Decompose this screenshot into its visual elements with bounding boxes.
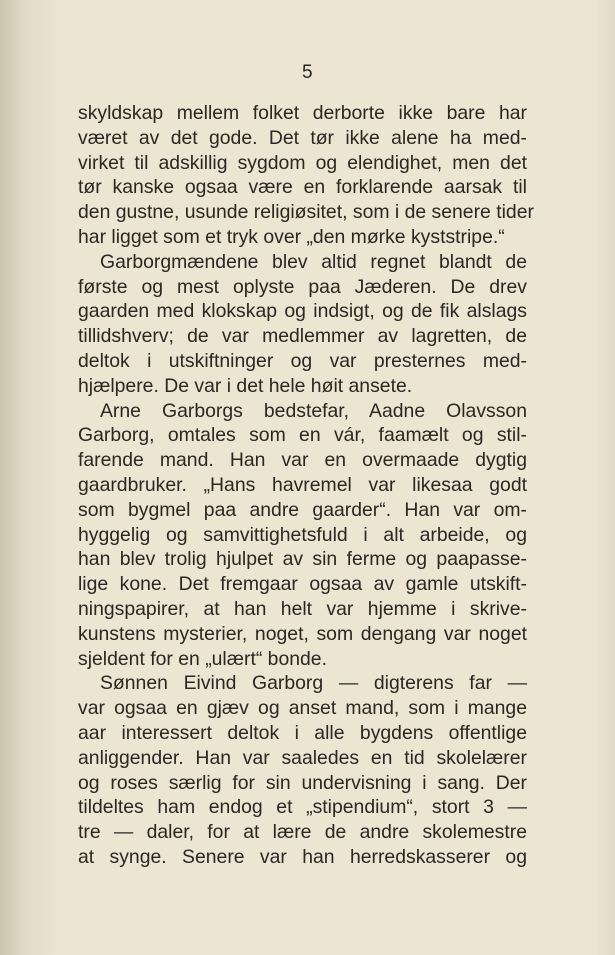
text-line: virket til adskillig sygdom og elendighet, men det (78, 151, 527, 174)
text-line: og roses særlig for sin undervisning i sang. Der (78, 771, 527, 794)
text-line: farende mand. Han var en overmaade dygtig (78, 449, 527, 472)
text-line: Garborgmændene blev altid regnet blandt de (100, 250, 527, 273)
text-line: den gustne, usunde religiøsitet, som i de senere tider (78, 201, 534, 224)
text-line: skyldskap mellem folket derborte ikke bare har (78, 102, 527, 124)
text-line: han blev trolig hjulpet av sin ferme og paapasse- (78, 548, 527, 571)
text-line: tillidshverv; de var medlemmer av lagretten, de (78, 325, 527, 348)
text-line: som bygmel paa andre gaarder“. Han var om- (78, 498, 527, 521)
text-line: første og mest oplyste paa Jæderen. De drev (78, 275, 527, 298)
text-line: tør kanske ogsaa være en forklarende aarsak til (78, 176, 527, 199)
text-line: at synge. Senere var han herredskasserer og (78, 845, 527, 868)
text-line: sjeldent for en „ulært“ bonde. (78, 647, 327, 670)
page-number: 5 (301, 62, 314, 83)
text-line: tildeltes ham endog et „stipendium“, stort 3 — (78, 796, 527, 819)
text-line: Garborg, omtales som en vár, faamælt og stil- (78, 424, 527, 447)
text-line: Sønnen Eivind Garborg — digterens far — (100, 672, 527, 695)
text-line: gaardbruker. „Hans havremel var likesaa godt (78, 473, 527, 496)
body-text (78, 101, 534, 870)
text-line: anliggender. Han var saaledes en tid skolelærer (78, 746, 527, 769)
text-line: hjælpere. De var i det hele høit ansete. (78, 374, 413, 397)
text-line: været av det gode. Det tør ikke alene ha med- (78, 126, 527, 149)
text-line: aar interessert deltok i alle bygdens offentlige (78, 721, 527, 744)
text-line: gaarden med klokskap og indsigt, og de fik alslags (78, 300, 527, 323)
text-line: deltok i utskiftninger og var presternes med- (78, 349, 527, 372)
text-line: Arne Garborgs bedstefar, Aadne Olavsson (100, 399, 527, 422)
text-line: lige kone. Det fremgaar ogsaa av gamle utskift- (78, 573, 527, 596)
text-line: tre — daler, for at lære de andre skolemestre (78, 821, 527, 844)
text-line: var ogsaa en gjæv og anset mand, som i mange (78, 697, 527, 720)
text-line: har ligget som et tryk over „den mørke kyststripe.“ (78, 225, 505, 248)
text-line: hyggelig og samvittighetsfuld i alt arbeide, og (78, 523, 527, 546)
text-line: ningspapirer, at han helt var hjemme i skrive- (78, 597, 527, 620)
text-line: kunstens mysterier, noget, som dengang var noget (78, 622, 527, 645)
